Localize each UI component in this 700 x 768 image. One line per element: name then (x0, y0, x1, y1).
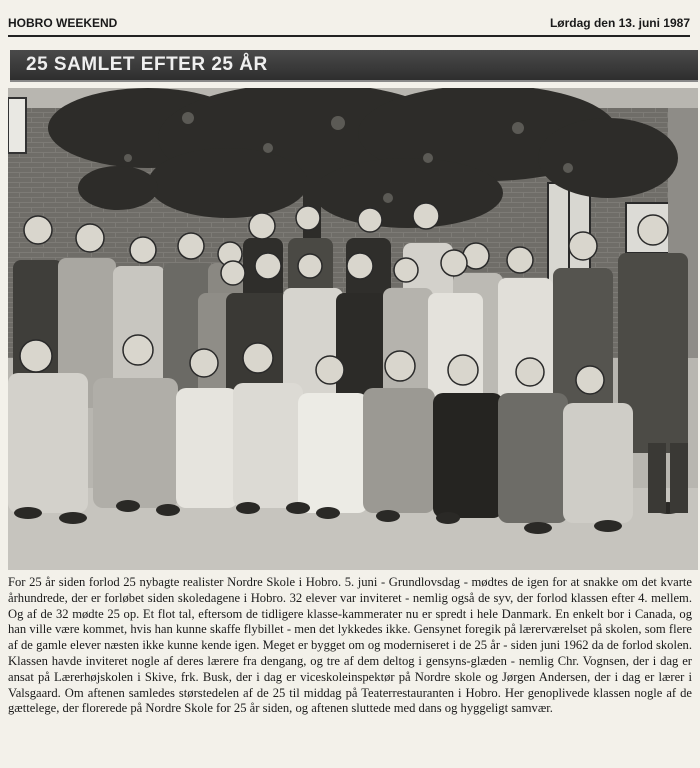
window (8, 98, 26, 153)
class-reunion-photo (8, 88, 698, 570)
headline: 25 SAMLET EFTER 25 ÅR (26, 54, 268, 75)
headline-bar (10, 50, 698, 82)
section-name: HOBRO WEEKEND (8, 16, 118, 30)
issue-date: Lørdag den 13. juni 1987 (549, 16, 690, 30)
article-body: For 25 år siden forlod 25 nybagte realister Nordre Skole i Hobro. 5. juni - Grundlovsdag - mødtes de igen for at snakke om det kvarte århundrede, der er forløbet siden skoledagene i Hobro. 32 elever var inviteret - nemlig også de syv, der forlod klassen efter 4. mellem. Og af de 32 mødte 25 op. Et flot tal, eftersom de tidligere klasse-kammerater nu er spredt i hele Danmark. En enkelt bor i Canada, og han ville være kommet, hvis han kunne skaffe flybillet - men det lykkedes ikke. Gensynet foregik på lærerværelset på skolen, som flere af de gamle elever næsten ikke kunne kende igen. Meget er bygget om og moderniseret i de 25 år - siden juni 1962 da de forlod skolen. Klassen havde inviteret nogle af deres lærere fra dengang, og tre af dem deltog i gensyns-glæden - nemlig Chr. Vognsen, der i dag er ansat på Lærerhøjskolen i Skive, frk. Busk, der i dag er viceskoleinspektør på Nordre skole og Jørgen Andersen, der i dag er lærer i Valsgaard. Om aftenen samledes størstedelen af de 25 til middag på Teaterrestauranten i Hobro. Her genoplivede klassen nogle af de gættelege, der florerede på Nordre Skole for 25 år siden, og aftenen sluttede med dans og hyggeligt samvær. (8, 575, 692, 716)
page-header (8, 12, 690, 34)
header-rule (8, 35, 690, 37)
